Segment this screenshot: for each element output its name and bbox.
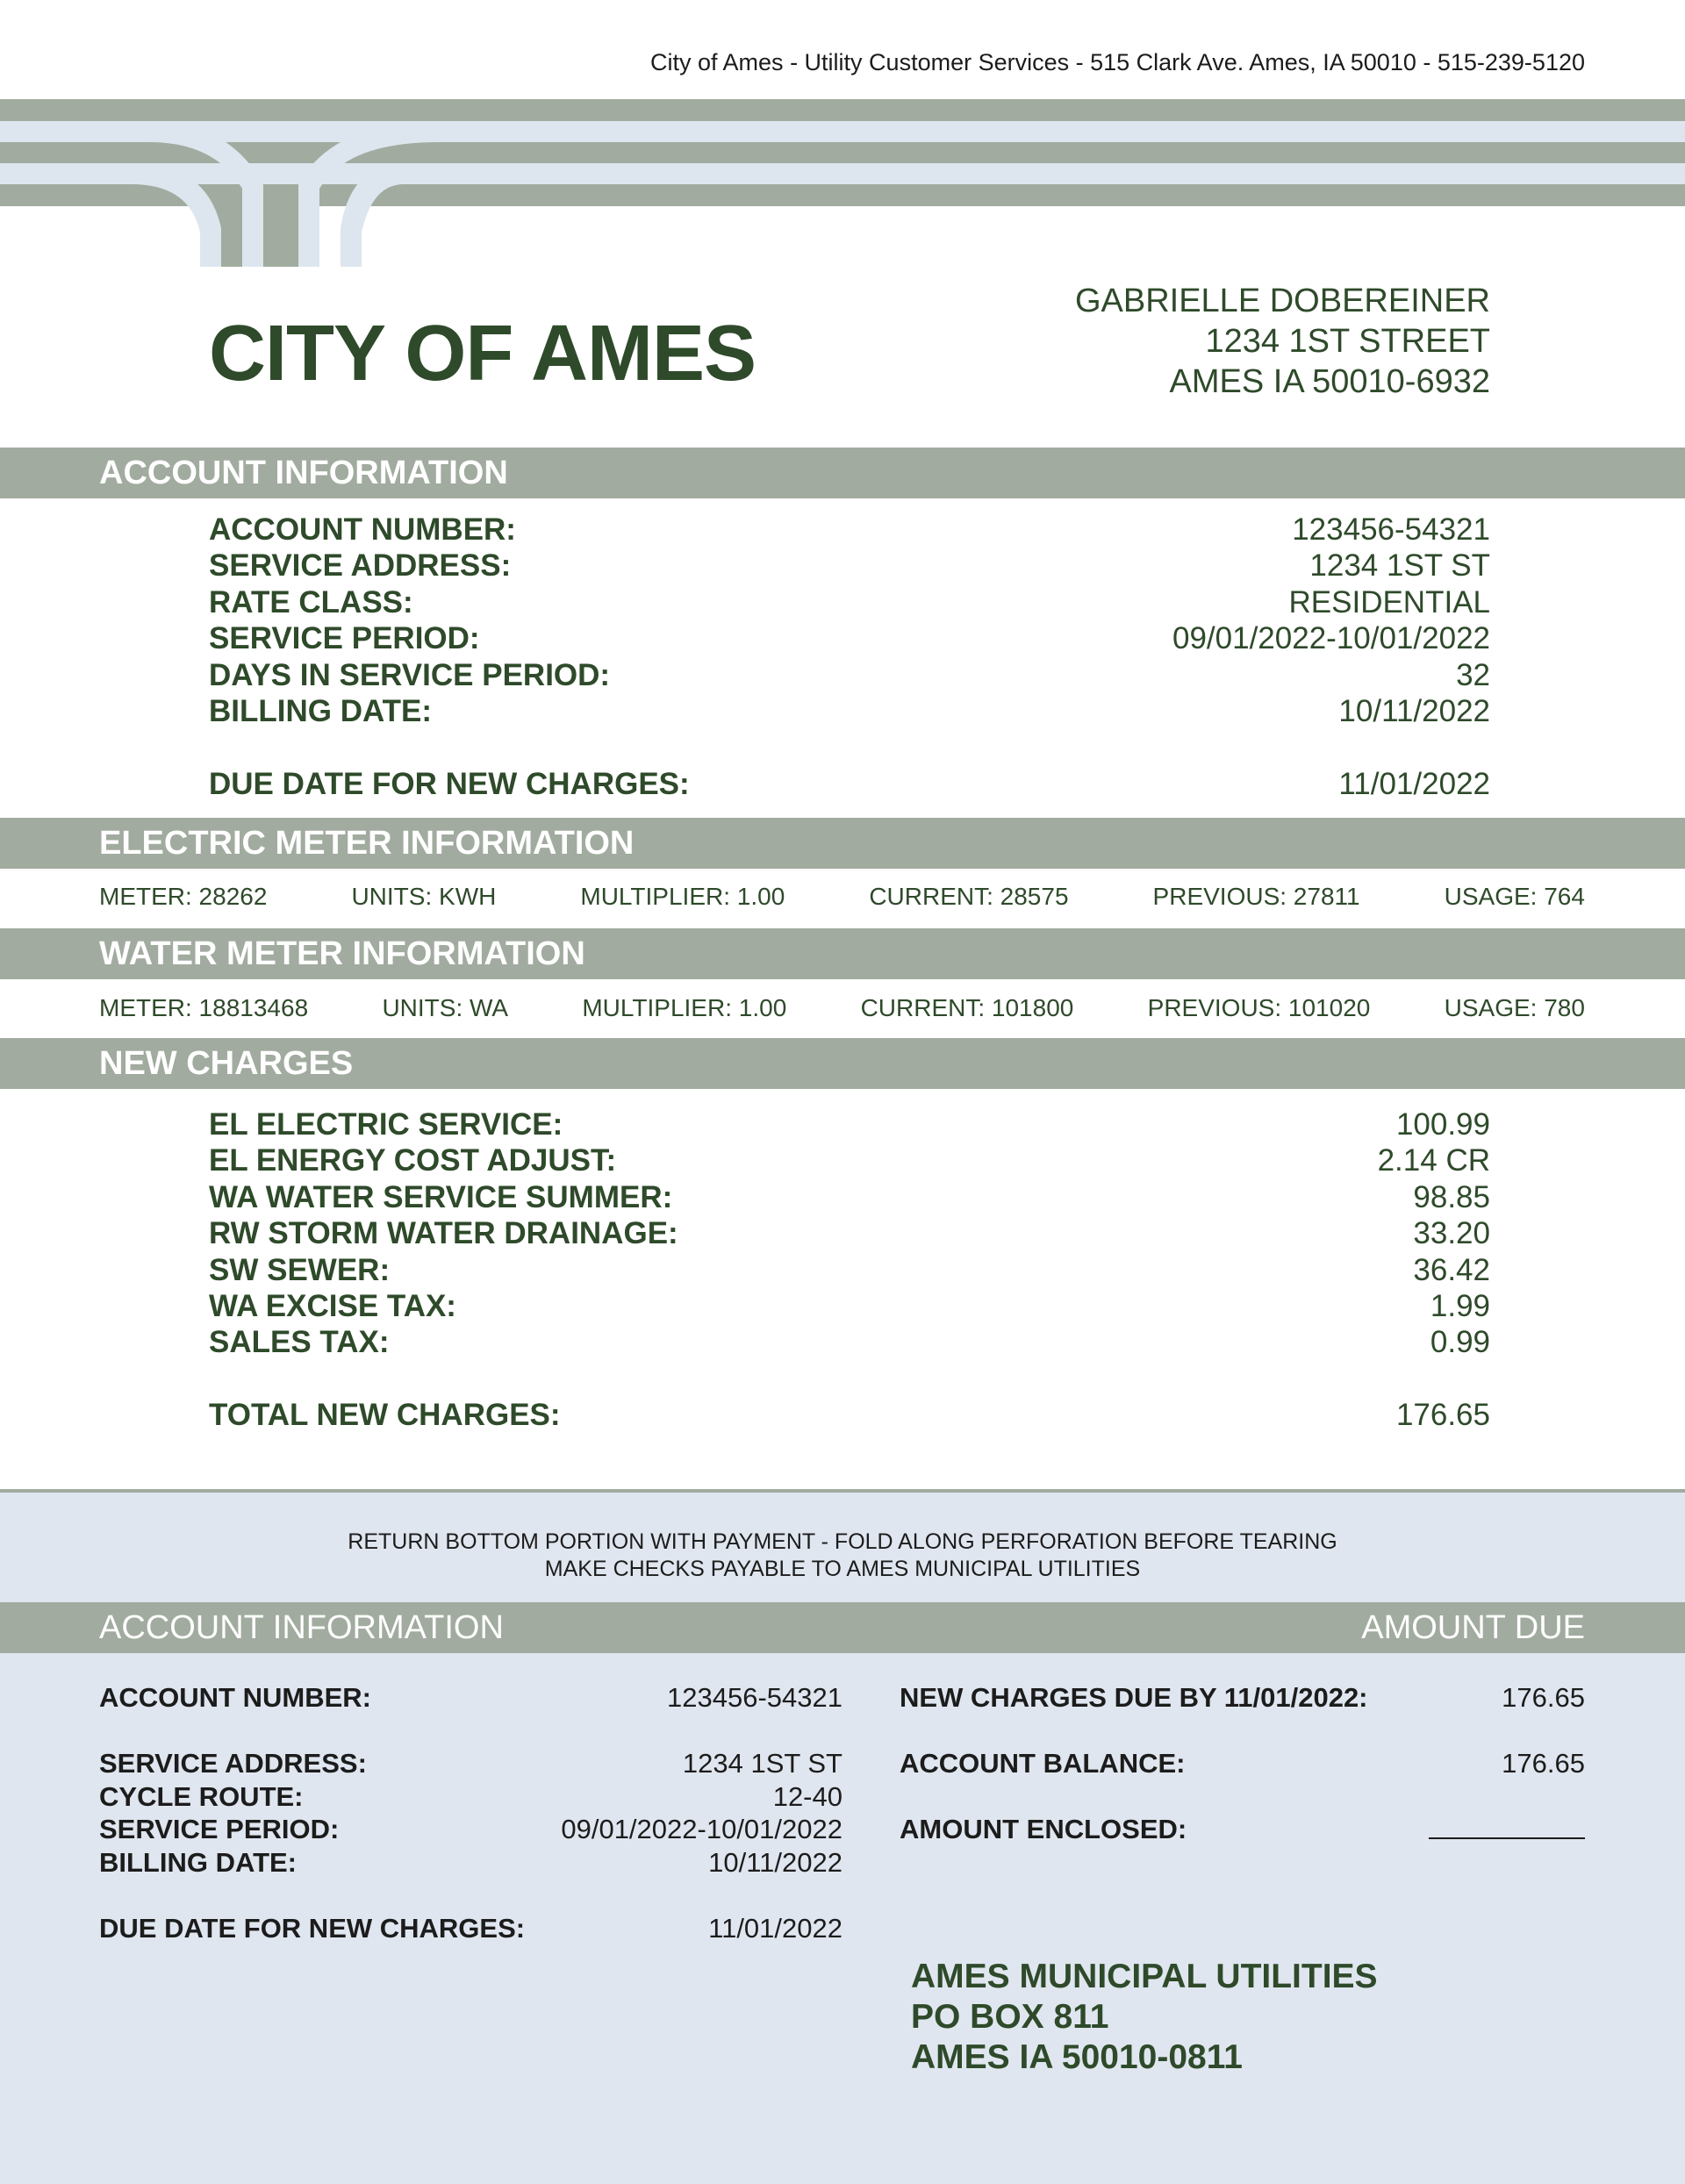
charge-value: 98.85 bbox=[1413, 1179, 1490, 1214]
charge-row bbox=[209, 1106, 1490, 1142]
total-charges-label: TOTAL NEW CHARGES: bbox=[209, 1398, 561, 1433]
stub-balance-label: ACCOUNT BALANCE: bbox=[900, 1748, 1186, 1779]
row-value: 10/11/2022 bbox=[1338, 694, 1490, 729]
stub-account-value: 123456-54321 bbox=[667, 1682, 842, 1713]
charge-value: 33.20 bbox=[1413, 1216, 1490, 1251]
charge-label: SW SEWER: bbox=[209, 1252, 391, 1287]
stub-due-date-value: 11/01/2022 bbox=[708, 1912, 842, 1944]
stub-detail-value: 12-40 bbox=[772, 1780, 842, 1812]
account-info-heading: ACCOUNT INFORMATION bbox=[0, 448, 1685, 498]
stub-detail-label: SERVICE PERIOD: bbox=[99, 1814, 340, 1844]
account-info-row bbox=[209, 548, 1490, 584]
header-contact-line: City of Ames - Utility Customer Services - 515 Clark Ave. Ames, IA 50010 - 515-239-5120 bbox=[650, 49, 1585, 75]
customer-street: 1234 1ST STREET bbox=[1205, 323, 1490, 360]
stub-account-details bbox=[99, 1681, 842, 1944]
row-label: RATE CLASS: bbox=[209, 584, 413, 619]
water-meter-heading: WATER METER INFORMATION bbox=[0, 928, 1685, 979]
stub-detail-row bbox=[99, 1813, 842, 1846]
charge-row bbox=[209, 1179, 1490, 1215]
row-label: DAYS IN SERVICE PERIOD: bbox=[209, 657, 611, 692]
charge-row bbox=[209, 1142, 1490, 1178]
row-value: RESIDENTIAL bbox=[1288, 584, 1490, 619]
account-info-row bbox=[209, 584, 1490, 620]
water-meter-multiplier: MULTIPLIER: 1.00 bbox=[582, 994, 787, 1021]
water-meter-fields bbox=[99, 994, 1585, 1022]
account-info-row bbox=[209, 693, 1490, 729]
stub-amount-due-heading: AMOUNT DUE bbox=[1361, 1609, 1585, 1646]
electric-meter-multiplier: MULTIPLIER: 1.00 bbox=[580, 883, 785, 910]
due-date-row bbox=[209, 766, 1490, 802]
charge-label: RW STORM WATER DRAINAGE: bbox=[209, 1216, 678, 1251]
stub-new-charges-value: 176.65 bbox=[1502, 1682, 1585, 1713]
account-info-rows bbox=[209, 512, 1490, 802]
account-info-row bbox=[209, 512, 1490, 548]
stub-new-charges-row bbox=[900, 1681, 1585, 1715]
remittance-address bbox=[911, 1957, 1378, 2078]
stub-due-date-label: DUE DATE FOR NEW CHARGES: bbox=[99, 1912, 526, 1944]
amount-enclosed-blank[interactable] bbox=[1429, 1813, 1585, 1839]
charge-value: 1.99 bbox=[1430, 1289, 1490, 1324]
due-date-value: 11/01/2022 bbox=[1338, 766, 1490, 801]
stub-balance-row bbox=[900, 1747, 1585, 1780]
charge-value: 100.99 bbox=[1395, 1107, 1490, 1142]
row-label: SERVICE PERIOD: bbox=[209, 621, 480, 656]
charge-value: 0.99 bbox=[1430, 1325, 1490, 1360]
row-value: 1234 1ST ST bbox=[1309, 548, 1490, 584]
water-meter-number: METER: 18813468 bbox=[99, 994, 309, 1021]
stub-detail-label: CYCLE ROUTE: bbox=[99, 1780, 304, 1812]
stub-detail-value: 10/11/2022 bbox=[708, 1846, 842, 1878]
charge-label: WA WATER SERVICE SUMMER: bbox=[209, 1179, 673, 1214]
stub-heading-bar bbox=[0, 1602, 1685, 1653]
electric-meter-units: UNITS: KWH bbox=[351, 883, 497, 910]
total-charges-row bbox=[209, 1397, 1490, 1433]
electric-meter-heading: ELECTRIC METER INFORMATION bbox=[0, 818, 1685, 869]
charge-row bbox=[209, 1288, 1490, 1324]
stub-amount-details bbox=[900, 1681, 1585, 1846]
electric-meter-usage: USAGE: 764 bbox=[1444, 883, 1585, 910]
stub-account-label: ACCOUNT NUMBER: bbox=[99, 1682, 371, 1713]
remit-city: AMES IA 50010-0811 bbox=[911, 2038, 1243, 2076]
customer-name: GABRIELLE DOBEREINER bbox=[1074, 283, 1490, 319]
stub-detail-label: BILLING DATE: bbox=[99, 1846, 298, 1878]
stub-detail-label: SERVICE ADDRESS: bbox=[99, 1748, 367, 1779]
charge-label: EL ENERGY COST ADJUST: bbox=[209, 1143, 617, 1178]
electric-meter-fields bbox=[99, 883, 1585, 911]
water-meter-current: CURRENT: 101800 bbox=[860, 994, 1074, 1021]
city-title: CITY OF AMES bbox=[209, 310, 756, 397]
stub-note-line2: MAKE CHECKS PAYABLE TO AMES MUNICIPAL UTILITIES bbox=[544, 1557, 1141, 1581]
stub-account-number-row bbox=[99, 1681, 842, 1715]
remit-box: PO BOX 811 bbox=[911, 1998, 1109, 2036]
charge-row bbox=[209, 1215, 1490, 1251]
stub-instructions bbox=[0, 1529, 1685, 1583]
row-label: ACCOUNT NUMBER: bbox=[209, 512, 516, 547]
electric-meter-number: METER: 28262 bbox=[99, 883, 268, 910]
row-label: SERVICE ADDRESS: bbox=[209, 548, 512, 584]
stub-new-charges-label: NEW CHARGES DUE BY 11/01/2022: bbox=[900, 1682, 1368, 1713]
water-meter-units: UNITS: WA bbox=[382, 994, 509, 1021]
remit-name: AMES MUNICIPAL UTILITIES bbox=[911, 1958, 1378, 1995]
due-date-label: DUE DATE FOR NEW CHARGES: bbox=[209, 766, 690, 801]
row-label: BILLING DATE: bbox=[209, 694, 433, 729]
charge-value: 2.14 CR bbox=[1377, 1143, 1490, 1178]
electric-meter-current: CURRENT: 28575 bbox=[869, 883, 1069, 910]
row-value: 32 bbox=[1456, 657, 1490, 692]
row-value: 09/01/2022-10/01/2022 bbox=[1172, 621, 1490, 656]
stub-enclosed-row bbox=[900, 1813, 1585, 1846]
new-charges-rows bbox=[209, 1106, 1490, 1434]
customer-city: AMES IA 50010-6932 bbox=[1169, 363, 1490, 400]
stub-enclosed-label: AMOUNT ENCLOSED: bbox=[900, 1814, 1187, 1844]
stub-detail-row bbox=[99, 1747, 842, 1780]
stub-detail-row bbox=[99, 1780, 842, 1814]
charge-label: WA EXCISE TAX: bbox=[209, 1289, 456, 1324]
stub-balance-value: 176.65 bbox=[1502, 1748, 1585, 1779]
charge-value: 36.42 bbox=[1413, 1252, 1490, 1287]
water-meter-usage: USAGE: 780 bbox=[1444, 994, 1585, 1021]
customer-address bbox=[1075, 281, 1490, 402]
account-info-row bbox=[209, 620, 1490, 656]
electric-meter-previous: PREVIOUS: 27811 bbox=[1152, 883, 1360, 910]
stub-detail-value: 09/01/2022-10/01/2022 bbox=[561, 1814, 842, 1844]
charge-row bbox=[209, 1324, 1490, 1360]
city-logo-stripes bbox=[0, 97, 1685, 272]
stub-due-date-row bbox=[99, 1912, 842, 1945]
total-charges-value: 176.65 bbox=[1395, 1398, 1490, 1433]
stub-detail-row bbox=[99, 1846, 842, 1880]
new-charges-heading: NEW CHARGES bbox=[0, 1038, 1685, 1089]
charge-label: EL ELECTRIC SERVICE: bbox=[209, 1107, 563, 1142]
water-meter-previous: PREVIOUS: 101020 bbox=[1147, 994, 1371, 1021]
row-value: 123456-54321 bbox=[1292, 512, 1490, 547]
stub-note-line1: RETURN BOTTOM PORTION WITH PAYMENT - FOLD ALONG PERFORATION BEFORE TEARING bbox=[348, 1529, 1337, 1554]
account-info-row bbox=[209, 657, 1490, 693]
charge-label: SALES TAX: bbox=[209, 1325, 390, 1360]
stub-account-heading: ACCOUNT INFORMATION bbox=[99, 1609, 504, 1646]
charge-row bbox=[209, 1252, 1490, 1288]
stub-detail-value: 1234 1ST ST bbox=[682, 1748, 842, 1779]
